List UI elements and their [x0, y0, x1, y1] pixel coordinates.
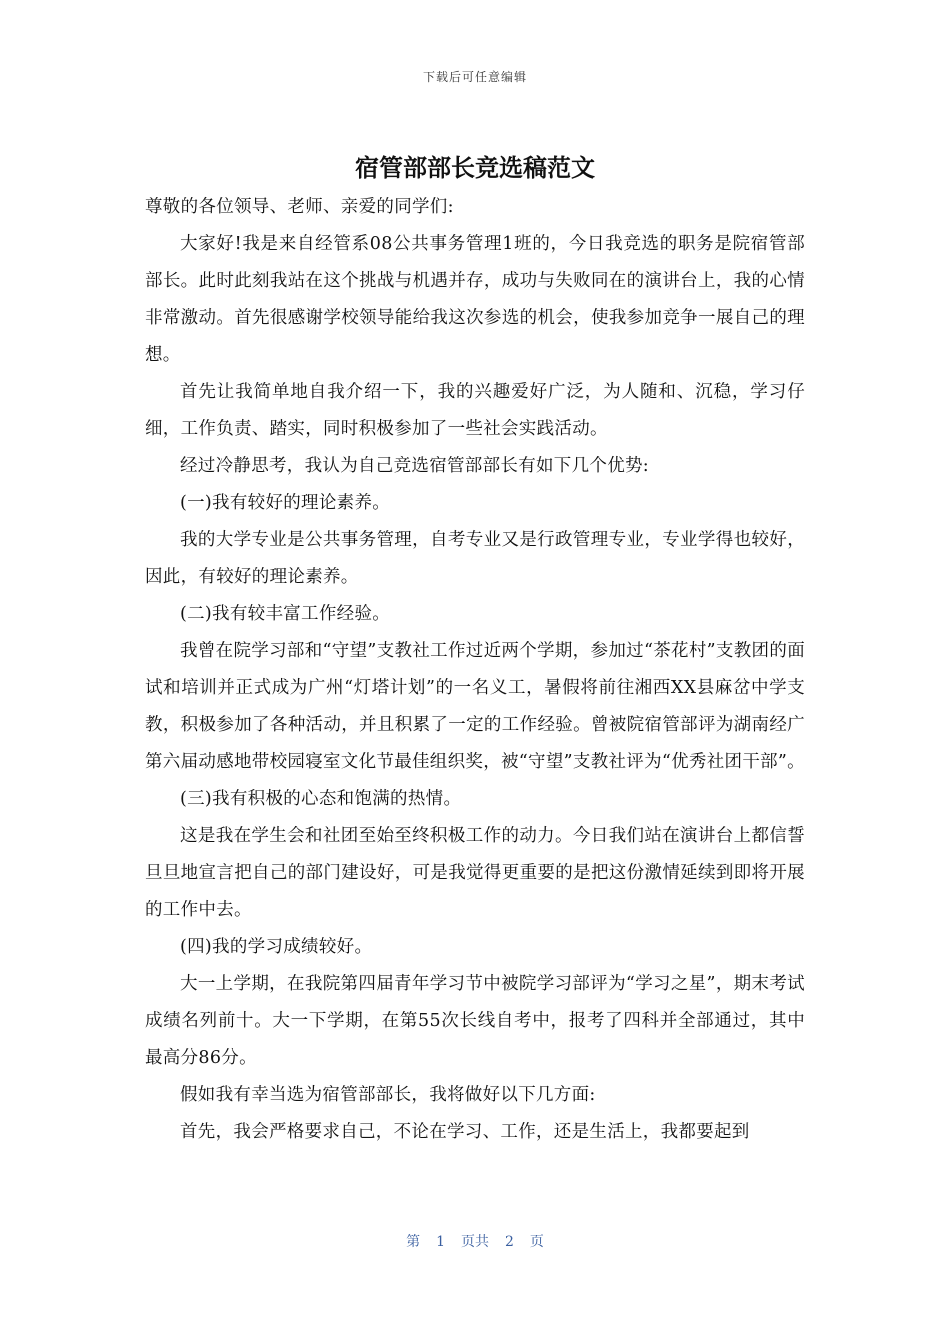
- footer-label-of: 页共: [461, 1234, 489, 1250]
- footer-label-page: 第: [406, 1234, 421, 1250]
- paragraph: 我曾在院学习部和“守望”支教社工作过近两个学期，参加过“茶花村”支教团的面试和培训并正式成为广州“灯塔计划”的一名义工，暑假将前往湘西XX县麻岔中学支教，积极参加了各种活动，并且积累了一定的工作经验。曾被院宿管部评为湖南经广第六届动感地带校园寝室文化节最佳组织奖，被“守望”支教社评为“优秀社团干部”。: [145, 641, 805, 772]
- page-footer: [0, 1231, 950, 1251]
- paragraph: 首先让我简单地自我介绍一下，我的兴趣爱好广泛，为人随和、沉稳，学习仔细，工作负责、踏实，同时积极参加了一些社会实践活动。: [145, 382, 805, 439]
- greeting: 尊敬的各位领导、老师、亲爱的同学们:: [145, 197, 454, 217]
- paragraph: 大一上学期，在我院第四届青年学习节中被院学习部评为“学习之星”，期末考试成绩名列前十。大一下学期，在第55次长线自考中，报考了四科并全部通过，其中最高分86分。: [145, 974, 805, 1068]
- footer-label-end: 页: [529, 1234, 544, 1250]
- paragraph: 这是我在学生会和社团至始至终积极工作的动力。今日我们站在演讲台上都信誓旦旦地宣言把自己的部门建设好，可是我觉得更重要的是把这份激情延续到即将开展的工作中去。: [145, 826, 805, 920]
- header-note: 下载后可任意编辑: [422, 70, 527, 84]
- document-title: 宿管部部长竞选稿范文: [355, 154, 595, 182]
- section-heading: (三)我有积极的心态和饱满的热情。: [180, 789, 462, 809]
- footer-current-page: 1: [436, 1234, 445, 1250]
- paragraph: 首先，我会严格要求自己，不论在学习、工作，还是生活上，我都要起到: [180, 1122, 750, 1142]
- section-heading: (二)我有较丰富工作经验。: [180, 604, 391, 624]
- paragraph: 经过冷静思考，我认为自己竞选宿管部部长有如下几个优势:: [180, 456, 649, 476]
- paragraph: 我的大学专业是公共事务管理，自考专业又是行政管理专业，专业学得也较好，因此，有较好的理论素养。: [145, 530, 805, 587]
- section-heading: (一)我有较好的理论素养。: [180, 493, 391, 513]
- paragraph: 大家好!我是来自经管系08公共事务管理1班的，今日我竞选的职务是院宿管部部长。此时此刻我站在这个挑战与机遇并存，成功与失败同在的演讲台上，我的心情非常激动。首先很感谢学校领导能给我这次参选的机会，使我参加竞争一展自己的理想。: [145, 234, 805, 365]
- section-heading: (四)我的学习成绩较好。: [180, 937, 373, 957]
- footer-total-pages: 2: [505, 1234, 514, 1250]
- paragraph: 假如我有幸当选为宿管部部长，我将做好以下几方面:: [180, 1085, 596, 1105]
- document-body: [145, 189, 805, 1151]
